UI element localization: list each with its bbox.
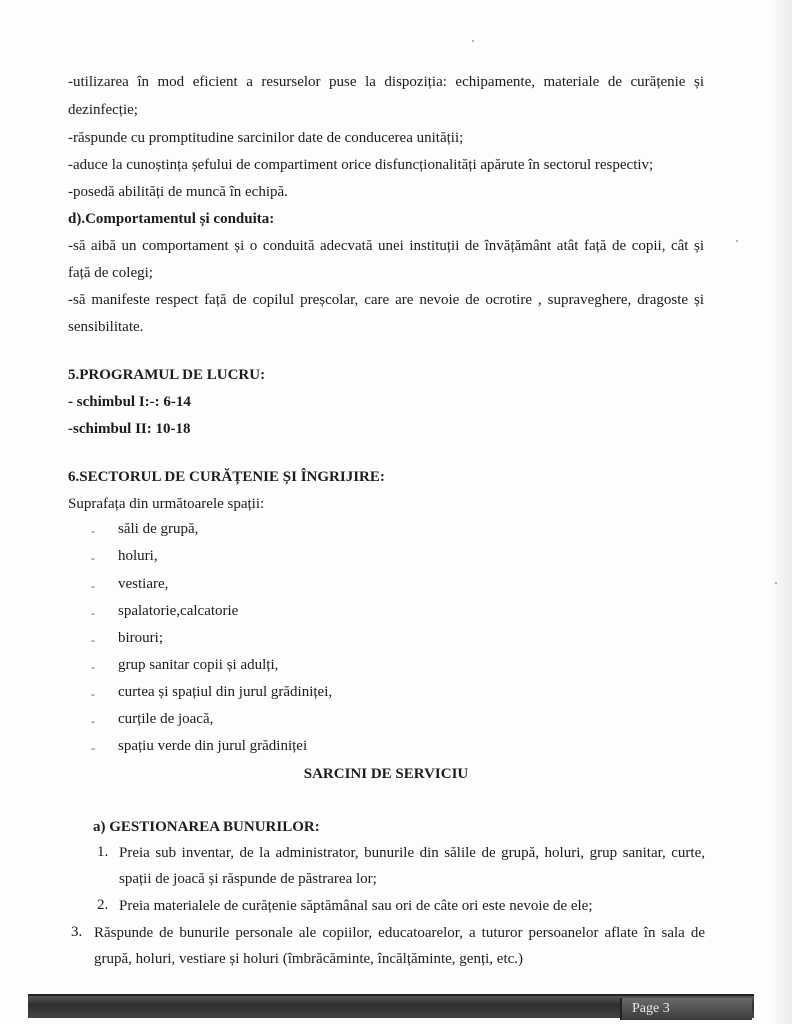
- scan-speck: [736, 240, 738, 242]
- intro-line-2: dezinfecție;: [68, 102, 138, 118]
- list-bullet: -: [91, 660, 95, 674]
- section-d-line-1: -să aibă un comportament și o conduită adecvată unei instituții de învățământ atât față de copii, cât și: [68, 238, 704, 254]
- item-2-line-1: Preia materialele de curățenie săptămânal sau ori de câte ori este nevoie de ele;: [119, 898, 593, 914]
- intro-line-3: -răspunde cu promptitudine sarcinilor date de conducerea unității;: [68, 130, 464, 146]
- list-bullet: -: [91, 579, 95, 593]
- shift-2: -schimbul II: 10-18: [68, 421, 191, 437]
- list-item: curțile de joacă,: [118, 711, 214, 727]
- list-bullet: -: [91, 687, 95, 701]
- section-6-intro: Suprafața din următoarele spații:: [68, 496, 265, 512]
- list-bullet: -: [91, 606, 95, 620]
- item-1-line-2: spații de joacă și răspunde de păstrarea lor;: [119, 871, 377, 887]
- item-3-line-2: grupă, holuri, vestiare și holuri (îmbrăcăminte, încălțăminte, genți, etc.): [94, 951, 524, 967]
- scan-edge-shadow: [770, 0, 792, 1024]
- item-3-line-1: Răspunde de bunurile personale ale copiilor, educatoarelor, a tuturor persoanelor aflate în sala de: [94, 925, 705, 941]
- scan-speck: [472, 40, 474, 42]
- list-item: spalatorie,calcatorie: [118, 603, 239, 619]
- list-item: grup sanitar copii și adulți,: [118, 657, 279, 673]
- list-item: vestiare,: [118, 576, 169, 592]
- item-1-line-1: Preia sub inventar, de la administrator, bunurile din sălile de grupă, holuri, grup sanitar, curte,: [119, 845, 705, 861]
- list-item: curtea și spațiul din jurul grădiniței,: [118, 684, 333, 700]
- item-number: 1.: [97, 844, 109, 860]
- section-d-line-3: -să manifeste respect față de copilul preșcolar, care are nevoie de ocrotire , supraveghere, dragoste și: [68, 292, 704, 308]
- list-item: holuri,: [118, 548, 158, 564]
- item-number: 3.: [71, 924, 83, 940]
- section-d-heading: d).Comportamentul și conduita:: [68, 211, 275, 227]
- list-bullet: -: [91, 741, 95, 755]
- section-6-heading: 6.SECTORUL DE CURĂȚENIE ȘI ÎNGRIJIRE:: [68, 469, 385, 485]
- section-5-heading: 5.PROGRAMUL DE LUCRU:: [68, 367, 266, 383]
- list-bullet: -: [91, 551, 95, 565]
- item-number: 2.: [97, 897, 109, 913]
- sarcini-subheading: a) GESTIONAREA BUNURILOR:: [93, 819, 320, 835]
- list-item: birouri;: [118, 630, 163, 646]
- list-bullet: -: [91, 714, 95, 728]
- page-number: Page 3: [620, 998, 752, 1020]
- shift-1: - schimbul I:-: 6-14: [68, 394, 191, 410]
- list-item: săli de grupă,: [118, 521, 199, 537]
- intro-line-1: -utilizarea în mod eficient a resurselor puse la dispoziția: echipamente, materiale de curățenie și: [68, 74, 704, 90]
- section-d-line-2: față de colegi;: [68, 265, 153, 281]
- list-bullet: -: [91, 633, 95, 647]
- scan-speck: [775, 582, 777, 584]
- intro-line-5: -posedă abilități de muncă în echipă.: [68, 184, 288, 200]
- sarcini-title: SARCINI DE SERVICIU: [303, 766, 469, 782]
- list-item: spațiu verde din jurul grădiniței: [118, 738, 308, 754]
- intro-line-4: -aduce la cunoștința șefului de compartiment orice disfuncționalități apărute în sectorul respectiv;: [68, 157, 654, 173]
- section-d-line-4: sensibilitate.: [68, 319, 144, 335]
- list-bullet: -: [91, 524, 95, 538]
